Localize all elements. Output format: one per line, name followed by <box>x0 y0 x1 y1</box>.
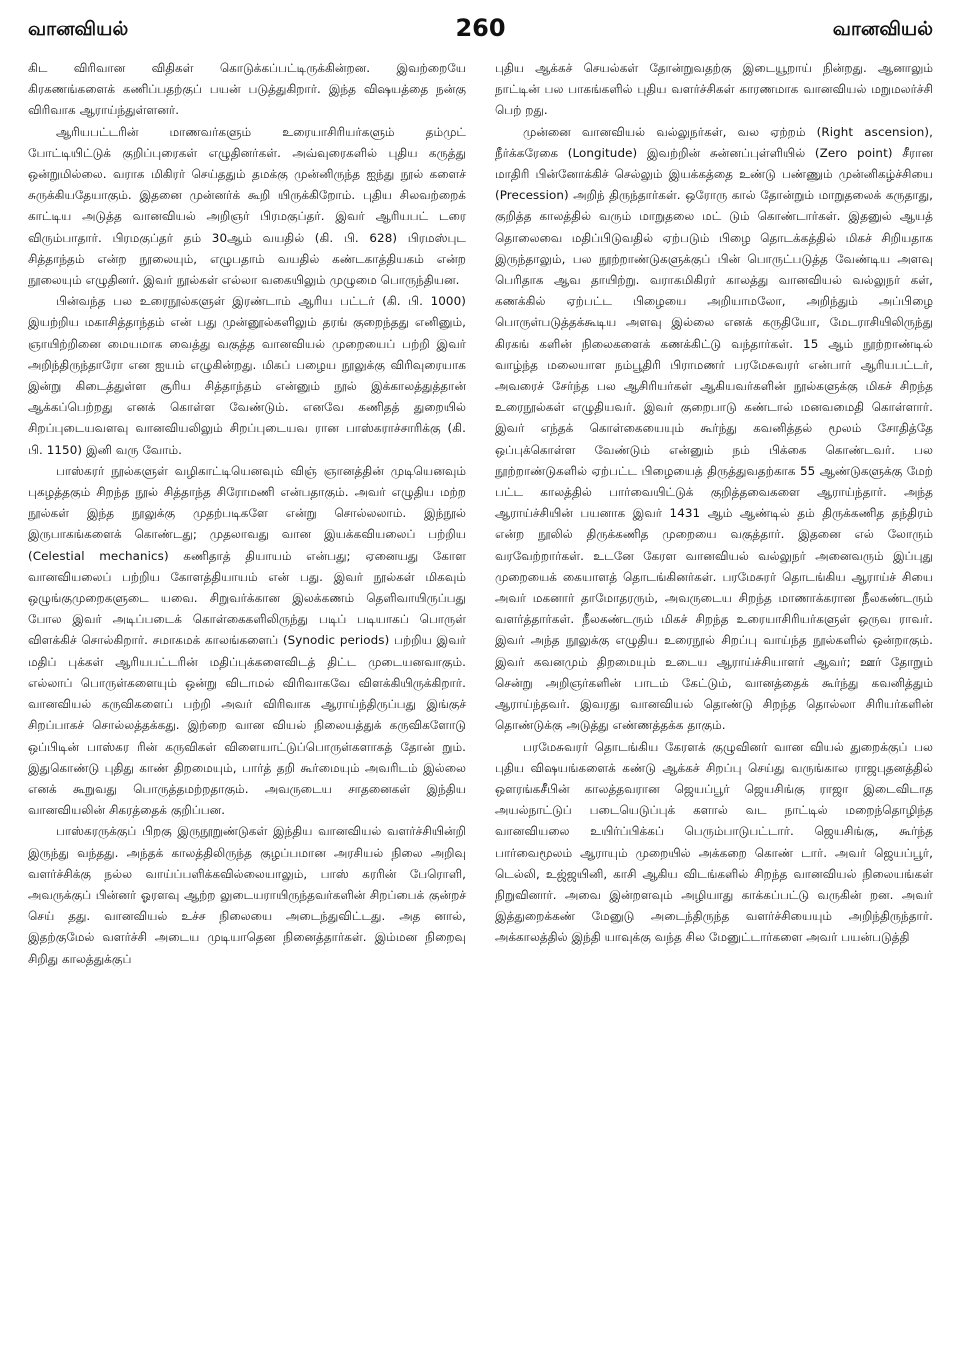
right-column <box>495 58 933 1358</box>
paragraph: கிட விரிவான விதிகள் கொடுக்கப்பட்டிருக்கின்றன. இவற்றையே கிரகணங்களைக் கணிப்பதற்குப் பயன் படுத்துகிறார். இந்த விஷயத்தை நன்கு விரிவாக ஆராய்ந்துள்ளனர். <box>28 61 466 118</box>
running-head-right: வானவியல் <box>832 18 933 40</box>
paragraph: முன்னை வானவியல் வல்லுநர்கள், வல ஏற்றம் (Right ascension), நீர்க்கரேகை (Longitude) இவற்றின் சுன்னப்புள்ளியில் (Zero point) சீரான மாதிரி பின்னோக்கிச் செல்லும் இயக்கத்தை உண்டு பண்ணும் முன்னிகழ்ச்சியை (Precession) அறிந் திருந்தார்கள். ஒரோரு கால் தோன்றும் மாறுதலைக் கருதாது, குறித்த காலத்தில் வரும் மாறுதலை மட் டும் கொண்டார்கள். இதனுல் ஆயத் தொலைவை மதிப்பிடுவதில் ஏற்படும் பிழை தொடக்கத்தில் மிகச் சிறியதாக இருந்தாலும், பல நூற்றாண்டுகளுக்குப் பின் பொருட்படுத்த வேண்டிய அளவு பெரிதாக ஆவ தாயிற்று. வராகமிகிரர் காலத்து வானவியல் வல்லுநர் கள், கணக்கில் ஏற்பட்ட பிழையை அறியாமலோ, அறிந்தும் அப்பிழை பொருள்படுத்தக்கூடிய அளவு இல்லை எனக் கருதியோ, மேடராசியிலிருந்து கிரகங் களின் நிலைகளைக் கணக்கிட்டு வந்தார்கள். 15 ஆம் நூற்றாண்டில் வாழ்ந்த மலையாள நம்பூதிரி பிராமணர் பரமேசுவரர் என்பார் ஆரியபட்டர், அவரைச் சேர்ந்த பல ஆசிரியர்கள் ஆகியவர்களின் நூல்களுக்கு மிகச் சிறந்த உரைநூல்கள் எழுதியவர். இவர் குறைபாடு கண்டால் மனவமைதி கொள்ளார். இவர் எந்தக் கொள்கையையும் கூர்ந்து கவனித்தல் மூலம் சோதித்தே ஒப்புக்கொள்ள வேண்டும் என்னும் நம் பிக்கை கொண்டவர். பல நூற்றாண்டுகளில் ஏற்பட்ட பிழையைத் திருத்துவதற்காக 55 ஆண்டுகளுக்கு மேற் பட்ட காலத்தில் பார்வையிட்டுக் குறித்தவைகளை ஆராய்ந்தார். அந்த ஆராய்ச்சியின் பயனாக இவர் 1431 ஆம் ஆண்டில் தம் திருக்கணித தந்திரம் என்ற நூலில் திருக்கணித முறையை வகுத்தார். இதனை எல் லோரும் வரவேற்றார்கள். உடனே கேரள வானவியல் வல்லுநர் அனைவரும் இப்புது முறையைக் கையாளத் தொடங்கினர்கள். பரமேசுரர் தொடங்கிய ஆராய்ச் சியை அவர் மகனார் தாமோதரரும், அவருடைய சிறந்த மாணாக்கரான நீலகண்டரும் வளர்த்தார்கள். நீலகண்டரும் மிகச் சிறந்த உரையாசிரியர்களுள் ஒருவ ராவர். இவர் அந்த நூலுக்கு எழுதிய உரைநூல் சிறப்பு வாய்ந்த நூல்களில் ஒன்றாகும். இவர் கவனமும் திறமையும் உடைய ஆராய்ச்சியாளர் ஆவர்; ஊர் தோறும் சென்று அறிஞர்களின் பாடம் கேட்டும், வானத்தைக் கூர்ந்து கவனித்தும் ஆராய்ந்தவர். இவரது வானவியல் தொண்டு சிறந்த தொல்லா சிரியர்களின் தொண்டுக்கு அடுத்து எண்ணத்தக்க தாகும். <box>495 124 933 733</box>
paragraph: புதிய ஆக்கச் செயல்கள் தோன்றுவதற்கு இடையூறாய் நின்றது. ஆனாலும் நாட்டின் பல பாகங்களில் புதிய வளர்ச்சிகள் காரணமாக வானவியல் மறுமலர்ச்சி பெற் றது. <box>495 61 933 118</box>
paragraph: பின்வந்த பல உரைநூல்களுள் இரண்டாம் ஆரிய பட்டர் (கி. பி. 1000) இயற்றிய மகாசித்தாந்தம் என் பது முன்னூல்களிலும் தரங் குறைந்தது எனினும், ஞாயிற்றினை மையமாக வைத்து வகுத்த வானவியல் முறையைப் பற்றி இவர் அறிந்திருந்தாரோ என ஐயம் எழுகின்றது. மிகப் பழைய நூலுக்கு விரிவுரையாக இன்று கிடைத்துள்ள சூரிய சித்தாந்தம் என்னும் நூல் இக்காலத்துத்தான் ஆக்கப்பெற்றது எனக் கொள்ள வேண்டும். எனவே கணிதத் துறையில் சிறப்புடையவளவு வானவியலிலும் சிறப்புடையவ ரான பாஸ்கராச்சாரிக்கு (கி. பி. 1150) இனி வரு வோம். <box>28 294 466 457</box>
paragraph: பரமேசுவரர் தொடங்கிய கேரளக் குழுவினர் வான வியல் துறைக்குப் பல புதிய விஷயங்களைக் கண்டு ஆக்கச் சிறப்பு செய்து வருங்கால ராஜபுதனத்தில் ஒளரங்கசீபின் காலத்தவரான ஜெயப்பூர் ஜெயசிங்கு ராஜா இடைவிடாத அயல்நாட்டுப் படையெடுப்புக் களால் வட நாட்டில் மறைந்தொழிந்த வானவியலை உயிர்ப்பிக்கப் பெரும்பாடுபட்டார். ஜெயசிங்கு, கூர்ந்த பார்வைமூலம் ஆராயும் முறையில் அக்கறை கொண் டார். அவர் ஜெயப்பூர், டெல்லி, உஜ்ஜயினி, காசி ஆகிய விடங்களில் சிறந்த வானவியல் நிலையங்கள் நிறுவினார். அவை இன்றளவும் அழியாது காக்கப்பட்டு வருகின் றன. அவர் இத்துறைக்கண் மேனுடு அடைந்திருந்த வளர்ச்சியையும் அறிந்திருந்தார். அக்காலத்தில் இந்தி யாவுக்கு வந்த சில மேனுட்டார்களை அவர் பயன்படுத்தி <box>495 739 933 945</box>
page-header <box>28 14 933 58</box>
text-columns <box>28 58 933 1358</box>
paragraph: பாஸ்கரருக்குப் பிறகு இருநூறுண்டுகள் இந்திய வானவியல் வளர்ச்சியின்றி இருந்து வந்தது. அந்தக் காலத்திலிருந்த குழப்பமான அரசியல் நிலை அறிவு வளர்ச்சிக்கு நல்ல வாய்ப்பளிக்கவில்லையாலும், பாஸ் கரரின் பேரொளி, அவருக்குப் பின்னர் ஓரளவு ஆற்ற லுடையராயிருந்தவர்களின் சிறப்பைக் குன்றச் செய் தது. வானவியல் உச்ச நிலையை அடைந்துவிட்டது. அத னால், இதற்குமேல் வளர்ச்சி அடைய முடியாதென நினைத்தார்கள். இம்மன நிறைவு சிறிது காலத்துக்குப் <box>28 824 466 966</box>
paragraph: ஆரியபட்டரின் மாணவர்களும் உரையாசிரியர்களும் தம்முட் போட்டியிட்டுக் குறிப்புரைகள் எழுதினர்கள். அவ்வுரைகளில் புதிய கருத்து ஒன்றுமில்லை. வராக மிகிரர் செய்ததும் தமக்கு முன்னிருந்த ஐந்து நூல் களைச் சுருக்கியதேயாகும். இதனை முன்னர்க் கூறி யிருக்கிறோம். புதிய சிலவற்றைக் காட்டிய அடுத்த வானவியல் அறிஞர் பிரமகுப்தர். இவர் ஆரியபட் டரை விரும்பாதார். பிரமகுப்தர் தம் 30ஆம் வயதில் (கி. பி. 628) பிரமஸ்புட சித்தாந்தம் என்ற நூலையும், எழுபதாம் வயதில் கண்டகாத்தியகம் என்ற நூலையும் எழுதினர். இவர் நூல்கள் எல்லா வகையிலும் முழுமை பொருந்தியன. <box>28 124 466 288</box>
running-head-left: வானவியல் <box>28 18 129 40</box>
paragraph: பாஸ்கரர் நூல்களுள் வழிகாட்டியெனவும் விஞ் ஞானத்தின் முடியெனவும் புகழத்தகும் சிறந்த நூல் சித்தாந்த சிரோமணி என்பதாகும். அவர் எழுதிய மற்ற நூல்கள் இந்த நூலுக்கு முதற்படிகளே என்று சொல்லலாம். இந்நூல் இருபாகங்களைக் கொண்டது; முதலாவது வான இயக்கவியலைப் பற்றிய (Celestial mechanics) கணிதாத் தியாயம் என்பது; ஏனையது கோள வானவியலைப் பற்றிய கோளத்தியாயம் என் பது. இவர் நூல்கள் மிகவும் ஒழுங்குமுறைகளுடை யவை. சிறுவர்க்கான இலக்கணம் தெளிவாயிருப்பது போல இவர் அடிப்படைக் கொள்கைகளிலிருந்து படிப் படியாகப் பொருள் விளக்கிச் சொல்கிறார். சமாகமக் காலங்களைப் (Synodic periods) பற்றிய இவர் மதிப் புக்கள் ஆரியபட்டரின் மதிப்புக்களைவிடத் திட்ட முடையனவாகும். எல்லாப் பொருள்களையும் ஒன்று விடாமல் விரிவாகவே விளக்கியிருக்கிறார். வானவியல் கருவிகளைப் பற்றி அவர் விரிவாக ஆராய்ந்திருப்பது இங்குச் சிறப்பாகச் சொல்லத்தக்கது. இற்றை வான வியல் நிலையத்துக் கருவிகளோடு ஒப்பிடின் பாஸ்கர ரின் கருவிகள் விளையாட்டுப்பொருள்களாகத் தோன் றும். இதுகொண்டு புதிது காண் திறமையும், பார்த் தறி கூர்மையும் அவரிடம் இல்லை எனக் கூறுவது பொருத்தமற்றதாகும். அவருடைய சாதனைகள் இந்திய வானவியலின் சிகரத்தைக் குறிப்பன. <box>28 463 466 818</box>
page-number: 260 <box>455 14 506 42</box>
left-column <box>28 58 466 1358</box>
